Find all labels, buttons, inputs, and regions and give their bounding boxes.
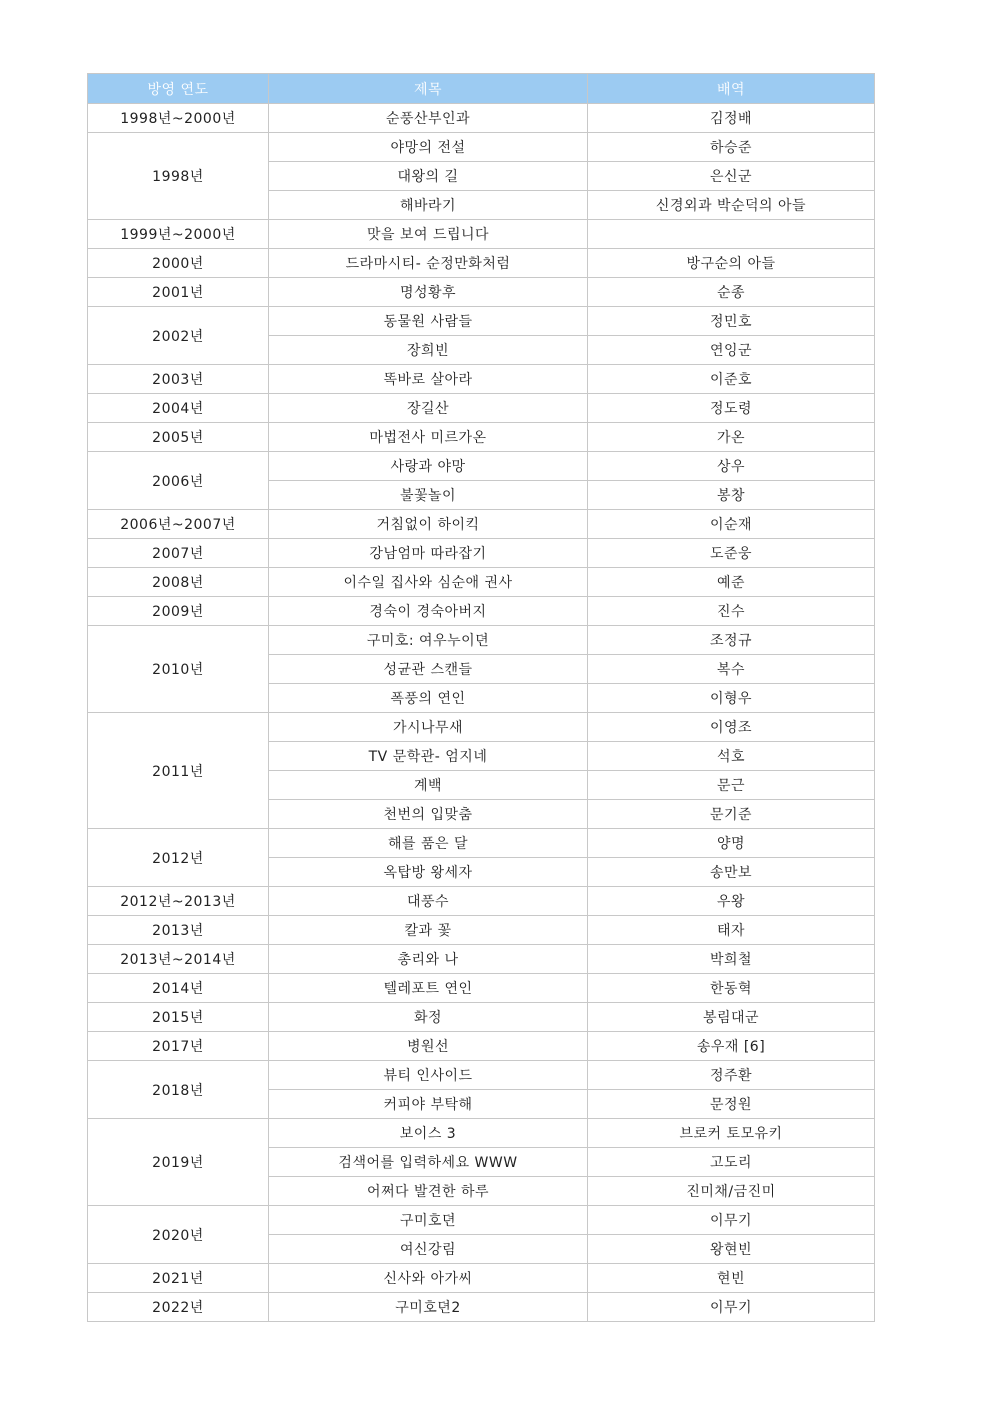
role-cell: 이무기 (588, 1206, 875, 1235)
role-cell: 예준 (588, 568, 875, 597)
table-row (88, 394, 875, 423)
title-cell: 불꽃놀이 (269, 481, 588, 510)
title-cell: 맛을 보여 드립니다 (269, 220, 588, 249)
table-row (88, 1061, 875, 1090)
role-cell: 진수 (588, 597, 875, 626)
table-row (88, 597, 875, 626)
table-row (88, 452, 875, 481)
year-cell: 2006년~2007년 (88, 510, 269, 539)
role-cell: 정주환 (588, 1061, 875, 1090)
role-cell (588, 220, 875, 249)
table-row (88, 1003, 875, 1032)
role-cell: 상우 (588, 452, 875, 481)
role-cell: 가온 (588, 423, 875, 452)
table-row (88, 974, 875, 1003)
title-cell: 명성황후 (269, 278, 588, 307)
role-cell: 문정원 (588, 1090, 875, 1119)
table-row (88, 423, 875, 452)
table-row (88, 1264, 875, 1293)
title-cell: 천번의 입맞춤 (269, 800, 588, 829)
table-row (88, 365, 875, 394)
year-cell: 2011년 (88, 713, 269, 829)
year-cell: 2013년 (88, 916, 269, 945)
title-cell: 해바라기 (269, 191, 588, 220)
title-cell: 구미호뎐2 (269, 1293, 588, 1322)
year-cell: 2006년 (88, 452, 269, 510)
table-body (88, 104, 875, 1322)
title-cell: 텔레포트 연인 (269, 974, 588, 1003)
year-cell: 1998년~2000년 (88, 104, 269, 133)
year-cell: 2001년 (88, 278, 269, 307)
title-cell: 병원선 (269, 1032, 588, 1061)
title-cell: 사랑과 야망 (269, 452, 588, 481)
title-cell: 마법전사 미르가온 (269, 423, 588, 452)
role-cell: 현빈 (588, 1264, 875, 1293)
title-cell: 똑바로 살아라 (269, 365, 588, 394)
role-cell: 문기준 (588, 800, 875, 829)
table-row (88, 887, 875, 916)
header-role: 배역 (588, 74, 875, 104)
role-cell: 고도리 (588, 1148, 875, 1177)
role-cell: 복수 (588, 655, 875, 684)
table-row (88, 1119, 875, 1148)
title-cell: 구미호뎐 (269, 1206, 588, 1235)
role-cell: 은신군 (588, 162, 875, 191)
year-cell: 2008년 (88, 568, 269, 597)
year-cell: 2003년 (88, 365, 269, 394)
filmography-table (87, 73, 875, 1322)
title-cell: 대풍수 (269, 887, 588, 916)
table-row (88, 916, 875, 945)
title-cell: 가시나무새 (269, 713, 588, 742)
role-cell: 이준호 (588, 365, 875, 394)
year-cell: 2015년 (88, 1003, 269, 1032)
year-cell: 2007년 (88, 539, 269, 568)
table-row (88, 104, 875, 133)
title-cell: 총리와 나 (269, 945, 588, 974)
year-cell: 2000년 (88, 249, 269, 278)
year-cell: 2018년 (88, 1061, 269, 1119)
role-cell: 하승준 (588, 133, 875, 162)
title-cell: 계백 (269, 771, 588, 800)
title-cell: 신사와 아가씨 (269, 1264, 588, 1293)
table-row (88, 307, 875, 336)
title-cell: 대왕의 길 (269, 162, 588, 191)
year-cell: 2020년 (88, 1206, 269, 1264)
role-cell: 이영조 (588, 713, 875, 742)
role-cell: 양명 (588, 829, 875, 858)
year-cell: 2014년 (88, 974, 269, 1003)
title-cell: 장희빈 (269, 336, 588, 365)
header-year: 방영 연도 (88, 74, 269, 104)
year-cell: 2012년~2013년 (88, 887, 269, 916)
role-cell: 태자 (588, 916, 875, 945)
role-cell: 이형우 (588, 684, 875, 713)
title-cell: 경숙이 경숙아버지 (269, 597, 588, 626)
year-cell: 2010년 (88, 626, 269, 713)
table-row (88, 220, 875, 249)
role-cell: 박희철 (588, 945, 875, 974)
title-cell: 드라마시티- 순정만화처럼 (269, 249, 588, 278)
table-row (88, 539, 875, 568)
table-row (88, 510, 875, 539)
role-cell: 이순재 (588, 510, 875, 539)
role-cell: 봉창 (588, 481, 875, 510)
table-row (88, 1206, 875, 1235)
year-cell: 2022년 (88, 1293, 269, 1322)
title-cell: 어쩌다 발견한 하루 (269, 1177, 588, 1206)
role-cell: 진미채/금진미 (588, 1177, 875, 1206)
header-title: 제목 (269, 74, 588, 104)
year-cell: 2004년 (88, 394, 269, 423)
role-cell: 문근 (588, 771, 875, 800)
title-cell: 성균관 스캔들 (269, 655, 588, 684)
year-cell: 2017년 (88, 1032, 269, 1061)
role-cell: 이무기 (588, 1293, 875, 1322)
role-cell: 도준웅 (588, 539, 875, 568)
title-cell: 장길산 (269, 394, 588, 423)
year-cell: 2019년 (88, 1119, 269, 1206)
role-cell: 신경외과 박순덕의 아들 (588, 191, 875, 220)
table-row (88, 1032, 875, 1061)
title-cell: 칼과 꽃 (269, 916, 588, 945)
role-cell: 석호 (588, 742, 875, 771)
table-row (88, 1293, 875, 1322)
title-cell: 화정 (269, 1003, 588, 1032)
title-cell: 순풍산부인과 (269, 104, 588, 133)
role-cell: 연잉군 (588, 336, 875, 365)
table-row (88, 133, 875, 162)
year-cell: 1999년~2000년 (88, 220, 269, 249)
role-cell: 정도령 (588, 394, 875, 423)
role-cell: 순종 (588, 278, 875, 307)
title-cell: 검색어를 입력하세요 WWW (269, 1148, 588, 1177)
title-cell: 해를 품은 달 (269, 829, 588, 858)
title-cell: 구미호: 여우누이뎐 (269, 626, 588, 655)
table-row (88, 829, 875, 858)
role-cell: 방구순의 아들 (588, 249, 875, 278)
table-row (88, 278, 875, 307)
title-cell: 뷰티 인사이드 (269, 1061, 588, 1090)
year-cell: 2012년 (88, 829, 269, 887)
role-cell: 송우재 [6] (588, 1032, 875, 1061)
title-cell: 거침없이 하이킥 (269, 510, 588, 539)
year-cell: 2002년 (88, 307, 269, 365)
year-cell: 2013년~2014년 (88, 945, 269, 974)
year-cell: 2009년 (88, 597, 269, 626)
table-row (88, 249, 875, 278)
table-row (88, 626, 875, 655)
title-cell: 옥탑방 왕세자 (269, 858, 588, 887)
role-cell: 봉림대군 (588, 1003, 875, 1032)
title-cell: 이수일 집사와 심순애 권사 (269, 568, 588, 597)
title-cell: 여신강림 (269, 1235, 588, 1264)
year-cell: 2021년 (88, 1264, 269, 1293)
role-cell: 왕현빈 (588, 1235, 875, 1264)
year-cell: 2005년 (88, 423, 269, 452)
role-cell: 송만보 (588, 858, 875, 887)
role-cell: 브로커 토모유키 (588, 1119, 875, 1148)
role-cell: 우왕 (588, 887, 875, 916)
table-row (88, 568, 875, 597)
title-cell: 동물원 사람들 (269, 307, 588, 336)
title-cell: 강남엄마 따라잡기 (269, 539, 588, 568)
role-cell: 김정배 (588, 104, 875, 133)
table-row (88, 945, 875, 974)
title-cell: 커피야 부탁해 (269, 1090, 588, 1119)
title-cell: TV 문학관- 엄지네 (269, 742, 588, 771)
role-cell: 조정규 (588, 626, 875, 655)
year-cell: 1998년 (88, 133, 269, 220)
title-cell: 폭풍의 연인 (269, 684, 588, 713)
title-cell: 보이스 3 (269, 1119, 588, 1148)
role-cell: 정민호 (588, 307, 875, 336)
title-cell: 야망의 전설 (269, 133, 588, 162)
role-cell: 한동혁 (588, 974, 875, 1003)
header-row (88, 74, 875, 104)
table-row (88, 713, 875, 742)
